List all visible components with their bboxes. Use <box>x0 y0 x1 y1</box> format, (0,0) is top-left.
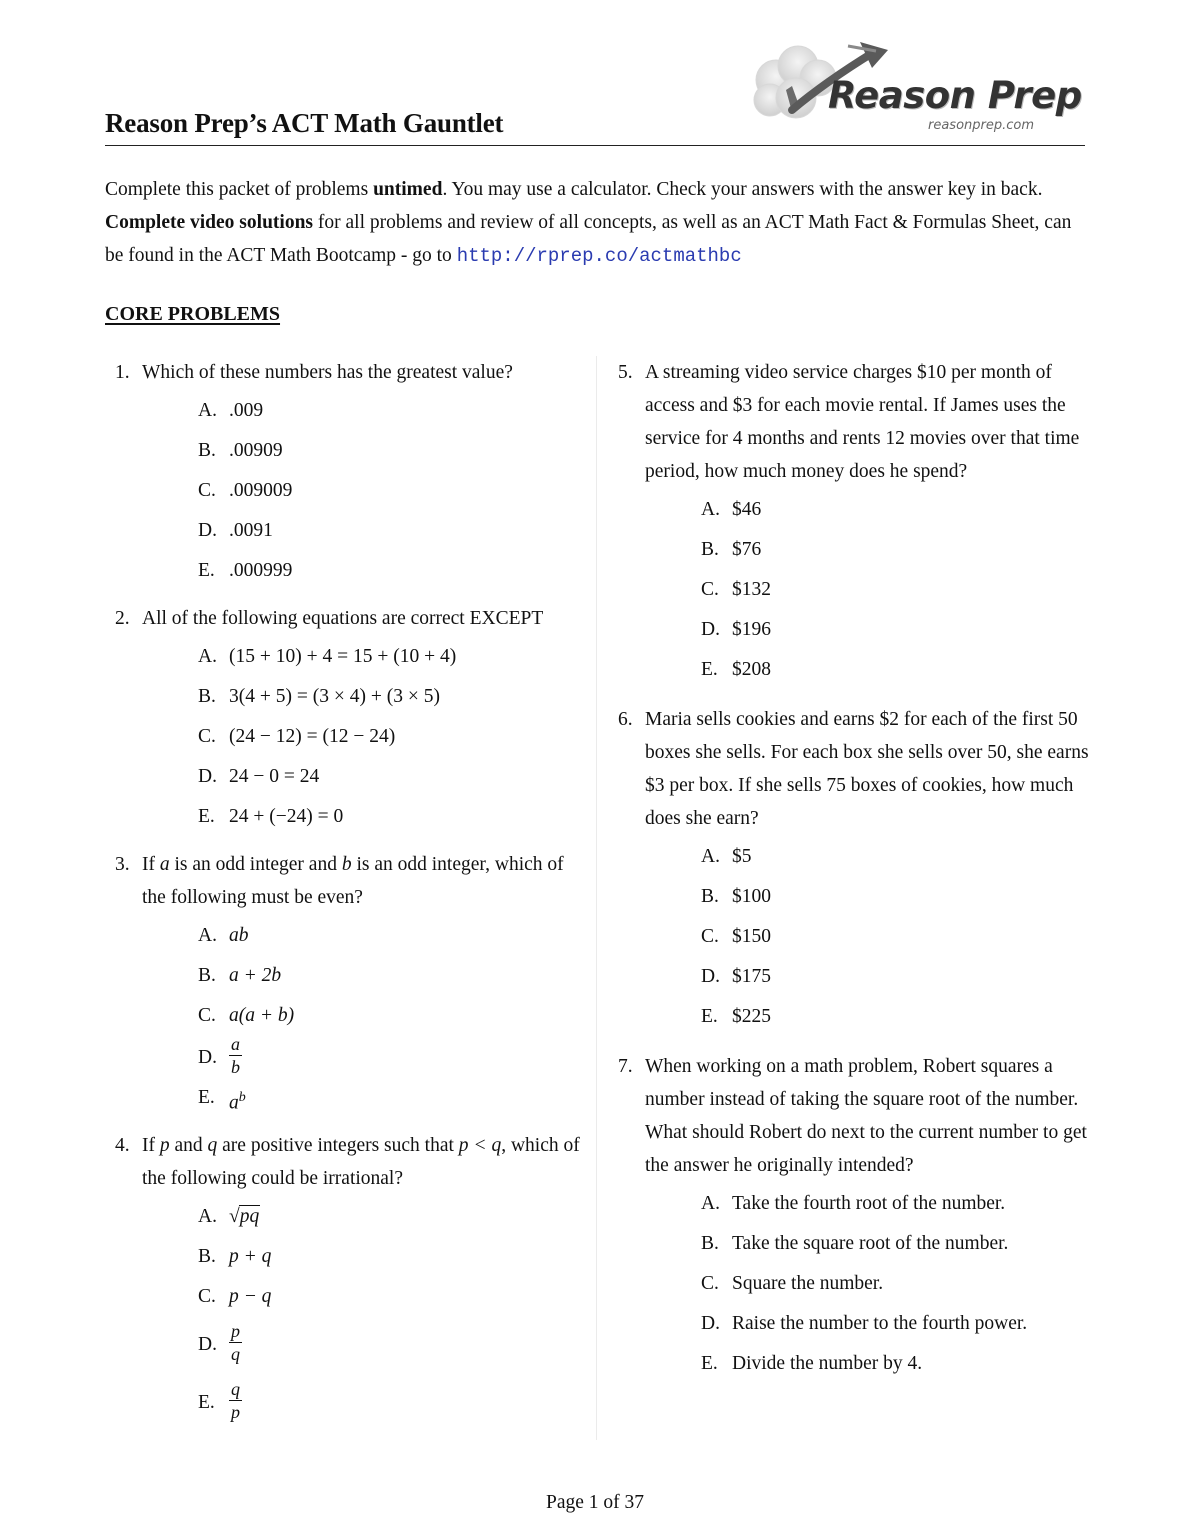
intro-paragraph <box>105 173 1090 273</box>
choice-text: $46 <box>732 499 762 520</box>
math-variable: p <box>159 1135 170 1156</box>
choice-letter: D. <box>198 1334 217 1355</box>
answer-choice[interactable] <box>608 840 1090 880</box>
answer-choice[interactable] <box>105 1035 585 1081</box>
answer-choice[interactable] <box>105 474 585 514</box>
answer-choice[interactable] <box>608 1267 1090 1307</box>
answer-choice[interactable] <box>105 1316 585 1374</box>
choice-text: $76 <box>732 539 762 560</box>
choice-math: 24 + (−24) = 0 <box>229 806 344 827</box>
choice-math: p + q <box>229 1246 272 1267</box>
choice-letter: C. <box>198 726 216 747</box>
answer-choices <box>105 394 585 594</box>
answer-choice[interactable] <box>608 960 1090 1000</box>
choice-letter: C. <box>701 579 719 600</box>
choice-text: $208 <box>732 659 771 680</box>
question-text: is an odd integer and <box>169 854 342 875</box>
answer-choice[interactable] <box>105 1081 585 1121</box>
answer-choices <box>608 840 1090 1040</box>
answer-choices <box>105 1200 585 1432</box>
choice-math: (15 + 10) + 4 = 15 + (10 + 4) <box>229 646 457 667</box>
choice-letter: C. <box>198 1286 216 1307</box>
fraction-denominator: q <box>231 1344 240 1365</box>
choice-text: .0091 <box>229 520 273 541</box>
problem-7 <box>608 1050 1090 1387</box>
question-text: Which of these numbers has the greatest value? <box>142 362 513 383</box>
choice-letter: D. <box>701 619 720 640</box>
choice-letter: E. <box>198 560 215 581</box>
choice-letter: C. <box>198 480 216 501</box>
answer-choice[interactable] <box>608 1227 1090 1267</box>
choice-text: Take the fourth root of the number. <box>732 1193 1006 1214</box>
question-text: All of the following equations are correct EXCEPT <box>142 608 544 629</box>
question-text: and <box>169 1135 208 1156</box>
choice-text: Divide the number by 4. <box>732 1353 923 1374</box>
choice-text: $175 <box>732 966 771 987</box>
intro-text: . You may use a calculator. Check your answers with the answer key in back. <box>442 179 1043 200</box>
fraction <box>229 1322 242 1363</box>
choice-letter: A. <box>701 846 720 867</box>
fraction-numerator: p <box>231 1321 240 1342</box>
intro-text: for all problems and review of all concepts, as well as an ACT Math Fact & Formulas Sheet, can be found in the ACT Math Bootcamp - go to <box>105 212 1072 266</box>
choice-text: .009009 <box>229 480 293 501</box>
choice-letter: D. <box>701 966 720 987</box>
problem-3 <box>105 848 585 1121</box>
question-text: If <box>142 1135 160 1156</box>
answer-choice[interactable] <box>105 640 585 680</box>
question <box>105 848 585 914</box>
fraction-bar <box>229 1342 242 1343</box>
answer-choice[interactable] <box>608 920 1090 960</box>
choice-letter: A. <box>198 925 217 946</box>
choice-letter: C. <box>701 1273 719 1294</box>
question-number: 1. <box>115 362 130 383</box>
intro-emphasis-video-solutions: Complete video solutions <box>105 212 314 233</box>
choice-letter: A. <box>198 1206 217 1227</box>
problem-2 <box>105 602 585 840</box>
answer-choice[interactable] <box>608 1000 1090 1040</box>
fraction <box>229 1035 242 1076</box>
radicand: pq <box>239 1206 260 1227</box>
answer-choice[interactable] <box>105 1280 585 1316</box>
page-number: Page 1 of 37 <box>545 1492 645 1513</box>
choice-letter: E. <box>701 1006 718 1027</box>
left-column <box>105 356 585 1432</box>
choice-letter: D. <box>198 1047 217 1068</box>
question-text: If <box>142 854 160 875</box>
answer-choice[interactable] <box>608 880 1090 920</box>
answer-choice[interactable] <box>105 1240 585 1280</box>
question-number: 4. <box>115 1135 130 1156</box>
section-heading: CORE PROBLEMS <box>105 303 281 325</box>
choice-math: 3(4 + 5) = (3 × 4) + (3 × 5) <box>229 686 440 707</box>
fraction-denominator: b <box>231 1057 240 1078</box>
question-text: are positive integers such that <box>217 1135 459 1156</box>
answer-choice[interactable] <box>105 434 585 474</box>
answer-choice[interactable] <box>608 653 1090 693</box>
choice-letter: A. <box>198 400 217 421</box>
math-variable: a <box>159 854 170 875</box>
power-exponent: b <box>238 1090 246 1105</box>
answer-choice[interactable] <box>105 394 585 434</box>
answer-choices <box>105 640 585 840</box>
answer-choice[interactable] <box>608 613 1090 653</box>
answer-choices <box>608 1187 1090 1387</box>
column-divider <box>596 356 597 1440</box>
square-root <box>229 1200 260 1234</box>
choice-letter: B. <box>701 886 719 907</box>
math-variable: q <box>207 1135 218 1156</box>
radical-sign-icon: √ <box>229 1206 240 1227</box>
right-column <box>608 356 1090 1387</box>
question-text: , which of the following could be irrational? <box>142 1135 580 1189</box>
choice-text: Raise the number to the fourth power. <box>732 1313 1028 1334</box>
fraction-bar <box>229 1055 242 1056</box>
choice-letter: B. <box>198 686 216 707</box>
logo-wordmark: Reason Prep <box>828 74 1082 117</box>
math-inequality: p < q <box>458 1135 502 1156</box>
bootcamp-link[interactable]: http://rprep.co/actmathbc <box>456 245 742 267</box>
choice-letter: B. <box>198 965 216 986</box>
answer-choice[interactable] <box>608 1347 1090 1387</box>
question <box>105 356 585 389</box>
choice-letter: E. <box>198 1392 215 1413</box>
answer-choice[interactable] <box>608 1187 1090 1227</box>
choice-math: a + 2b <box>229 965 282 986</box>
problem-1 <box>105 356 585 594</box>
question <box>608 356 1090 488</box>
power-base: a <box>229 1092 239 1114</box>
problem-5 <box>608 356 1090 693</box>
choice-math: p − q <box>229 1286 272 1307</box>
choice-text: $150 <box>732 926 771 947</box>
problem-6 <box>608 703 1090 1040</box>
answer-choice[interactable] <box>105 999 585 1035</box>
choice-math: a(a + b) <box>229 1005 295 1026</box>
choice-letter: A. <box>701 1193 720 1214</box>
question-number: 7. <box>618 1056 633 1077</box>
answer-choice[interactable] <box>608 1307 1090 1347</box>
fraction-denominator: p <box>231 1402 240 1423</box>
choice-letter: E. <box>198 806 215 827</box>
answer-choices <box>105 919 585 1121</box>
choice-letter: E. <box>198 1087 215 1108</box>
question <box>105 602 585 635</box>
question-number: 5. <box>618 362 633 383</box>
choice-text: Square the number. <box>732 1273 884 1294</box>
choice-letter: B. <box>198 1246 216 1267</box>
choice-letter: B. <box>701 1233 719 1254</box>
answer-choice[interactable] <box>608 573 1090 613</box>
choice-text: $132 <box>732 579 771 600</box>
answer-choice[interactable] <box>105 680 585 720</box>
answer-choice[interactable] <box>105 1374 585 1432</box>
answer-choice[interactable] <box>105 554 585 594</box>
choice-letter: C. <box>701 926 719 947</box>
choice-text: $100 <box>732 886 771 907</box>
answer-choice[interactable] <box>105 760 585 800</box>
answer-choice[interactable] <box>105 919 585 959</box>
intro-emphasis-untimed: untimed <box>373 179 443 200</box>
answer-choice[interactable] <box>105 720 585 760</box>
question <box>105 1129 585 1195</box>
choice-math: (24 − 12) = (12 − 24) <box>229 726 396 747</box>
choice-text: Take the square root of the number. <box>732 1233 1009 1254</box>
fraction-numerator: q <box>231 1379 240 1400</box>
answer-choice[interactable] <box>105 1200 585 1240</box>
choice-letter: B. <box>701 539 719 560</box>
question-text: is an odd integer, which of the following must be even? <box>142 854 564 908</box>
answer-choice[interactable] <box>105 800 585 840</box>
choice-text: $225 <box>732 1006 771 1027</box>
problem-4 <box>105 1129 585 1432</box>
choice-letter: B. <box>198 440 216 461</box>
question <box>608 1050 1090 1182</box>
choice-math: ab <box>229 925 249 946</box>
question-text: A streaming video service charges $10 per month of access and $3 for each movie rental. If James uses the service for 4 months and rents 12 movies over that time period, how much money does he spend? <box>645 362 1080 482</box>
choice-text: $5 <box>732 846 752 867</box>
choice-letter: E. <box>701 1353 718 1374</box>
choice-letter: D. <box>198 766 217 787</box>
choice-letter: A. <box>701 499 720 520</box>
answer-choice[interactable] <box>608 533 1090 573</box>
choice-letter: E. <box>701 659 718 680</box>
fraction <box>229 1380 242 1421</box>
choice-text: .009 <box>229 400 264 421</box>
intro-text: Complete this packet of problems <box>105 179 374 200</box>
logo-url: reasonprep.com <box>928 118 1035 133</box>
header-divider <box>105 145 1085 146</box>
question-text: When working on a math problem, Robert squares a number instead of taking the square root of the number. What should Robert do next to the current number to get the answer he originally intended? <box>645 1056 1087 1176</box>
choice-text: .000999 <box>229 560 293 581</box>
question-number: 2. <box>115 608 130 629</box>
fraction-numerator: a <box>231 1034 240 1055</box>
answer-choices <box>608 493 1090 693</box>
choice-text: $196 <box>732 619 771 640</box>
choice-text: .00909 <box>229 440 283 461</box>
answer-choice[interactable] <box>608 493 1090 533</box>
question-text: Maria sells cookies and earns $2 for each of the first 50 boxes she sells. For each box she sells over 50, she earns $3 per box. If she sells 75 boxes of cookies, how much does she earn? <box>645 709 1089 829</box>
question-number: 3. <box>115 854 130 875</box>
answer-choice[interactable] <box>105 959 585 999</box>
choice-letter: D. <box>198 520 217 541</box>
reason-prep-logo <box>748 38 1083 143</box>
choice-letter: C. <box>198 1005 216 1026</box>
question <box>608 703 1090 835</box>
fraction-bar <box>229 1400 242 1401</box>
choice-math: 24 − 0 = 24 <box>229 766 320 787</box>
question-number: 6. <box>618 709 633 730</box>
page-title: Reason Prep’s ACT Math Gauntlet <box>105 108 504 138</box>
math-variable: b <box>341 854 352 875</box>
choice-letter: D. <box>701 1313 720 1334</box>
choice-letter: A. <box>198 646 217 667</box>
answer-choice[interactable] <box>105 514 585 554</box>
